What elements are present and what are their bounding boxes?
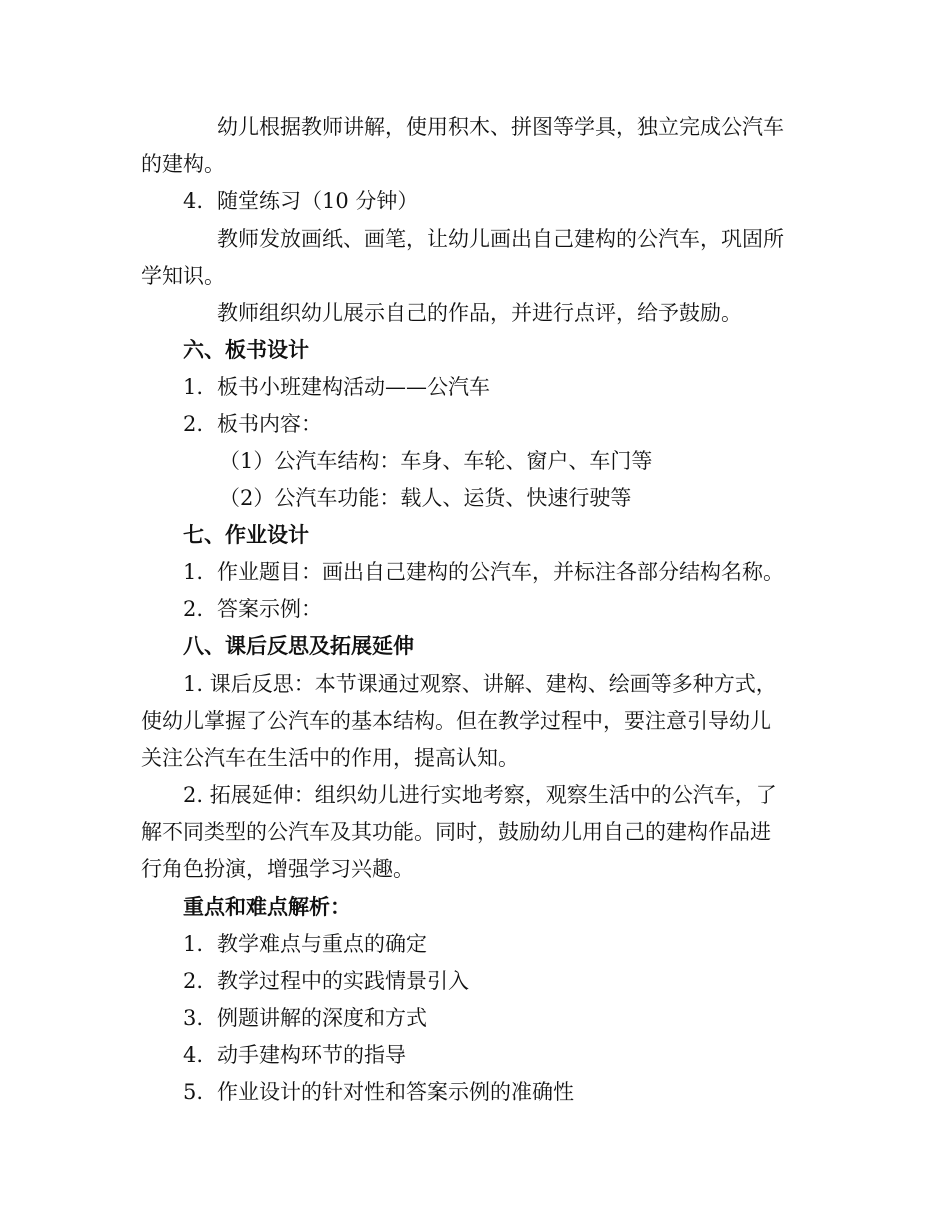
item-text: 板书内容： xyxy=(217,412,322,436)
numbered-item xyxy=(183,595,322,623)
item-number: 2. xyxy=(183,969,204,993)
numbered-item xyxy=(183,373,490,401)
paragraph-line: 解不同类型的公汽车及其功能。同时，鼓励幼儿用自己的建构作品进 xyxy=(141,820,771,844)
paragraph-line: 行角色扮演，增强学习兴趣。 xyxy=(141,857,414,881)
item-number: 4. xyxy=(183,1043,204,1067)
item-text: 随堂练习（10 分钟） xyxy=(217,189,419,213)
numbered-item xyxy=(183,1041,406,1069)
item-text: 教学难点与重点的确定 xyxy=(217,932,427,956)
section-heading: 八、课后反思及拓展延伸 xyxy=(183,633,414,658)
paragraph-line: 的建构。 xyxy=(141,152,225,176)
item-number: 2. xyxy=(183,412,204,436)
item-text: 答案示例： xyxy=(217,597,322,621)
paragraph-line: 使幼儿掌握了公汽车的基本结构。但在教学过程中，要注意引导幼儿 xyxy=(141,709,771,733)
section-heading: 六、板书设计 xyxy=(183,337,309,362)
item-text: 板书小班建构活动——公汽车 xyxy=(217,375,490,399)
item-text: 作业设计的针对性和答案示例的准确性 xyxy=(217,1080,574,1104)
numbered-item xyxy=(183,187,418,215)
paragraph-line: 关注公汽车在生活中的作用，提高认知。 xyxy=(141,746,519,770)
item-number: 3. xyxy=(183,1006,204,1030)
item-text: 例题讲解的深度和方式 xyxy=(217,1006,427,1030)
sub-item: （1）公汽车结构：车身、车轮、窗户、车门等 xyxy=(219,449,653,473)
paragraph-line: 幼儿根据教师讲解，使用积木、拼图等学具，独立完成公汽车 xyxy=(217,115,784,139)
item-number: 4. xyxy=(183,189,204,213)
item-number: 2. xyxy=(183,597,204,621)
numbered-item xyxy=(183,1004,427,1032)
numbered-item xyxy=(183,930,427,958)
paragraph-line: 教师发放画纸、画笔，让幼儿画出自己建构的公汽车，巩固所 xyxy=(217,227,784,251)
section-heading: 重点和难点解析： xyxy=(183,894,351,919)
paragraph-line: 教师组织幼儿展示自己的作品，并进行点评，给予鼓励。 xyxy=(217,301,742,325)
item-number: 1. xyxy=(183,560,204,584)
numbered-item xyxy=(183,967,469,995)
item-text: 作业题目：画出自己建构的公汽车，并标注各部分结构名称。 xyxy=(217,560,784,584)
section-heading: 七、作业设计 xyxy=(183,522,309,547)
item-text: 教学过程中的实践情景引入 xyxy=(217,969,469,993)
numbered-item xyxy=(183,1078,574,1106)
numbered-item xyxy=(183,410,322,438)
item-number: 5. xyxy=(183,1080,204,1104)
item-number: 1. xyxy=(183,375,204,399)
paragraph-line: 2. 拓展延伸：组织幼儿进行实地考察，观察生活中的公汽车，了 xyxy=(183,783,777,807)
paragraph-line: 学知识。 xyxy=(141,264,225,288)
sub-item: （2）公汽车功能：载人、运货、快速行驶等 xyxy=(219,486,632,510)
paragraph-line: 1. 课后反思：本节课通过观察、讲解、建构、绘画等多种方式， xyxy=(183,672,777,696)
item-text: 动手建构环节的指导 xyxy=(217,1043,406,1067)
numbered-item xyxy=(183,558,784,586)
item-number: 1. xyxy=(183,932,204,956)
